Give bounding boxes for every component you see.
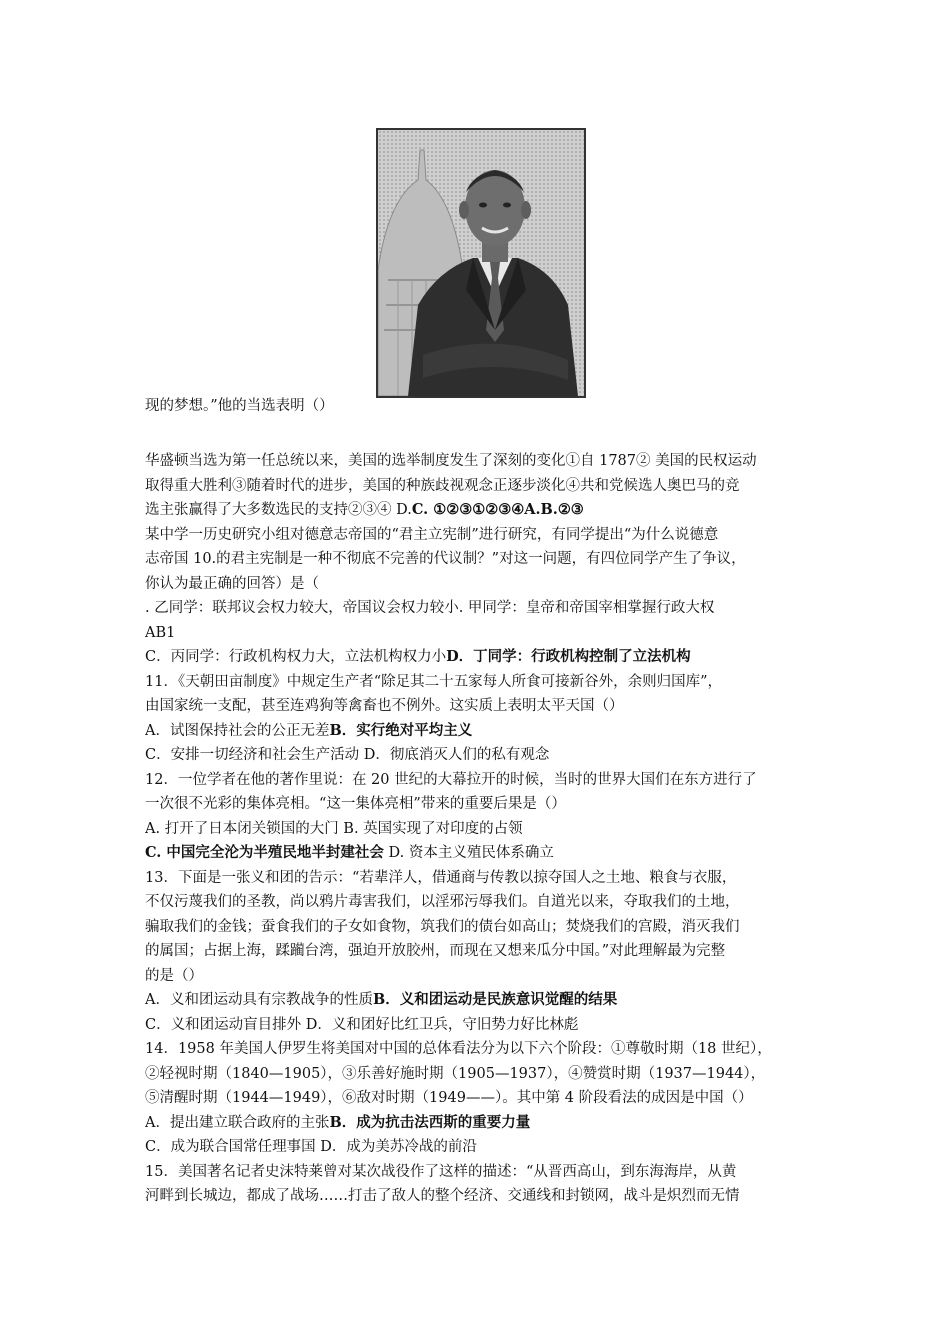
q9-line-2: 取得重大胜利③随着时代的进步，美国的种族歧视观念正逐步淡化④共和党候选人奥巴马的竞 xyxy=(145,477,740,494)
q9-tail xyxy=(145,394,810,419)
q12-line-4: C. 中国完全沦为半殖民地半封建社会 D. 资本主义殖民体系确立 xyxy=(145,844,554,861)
q13-line-5: 的是（） xyxy=(145,967,203,984)
q9-tail-line: 现的梦想。”他的当选表明（） xyxy=(145,398,334,414)
q13-line-2: 不仅污蔑我们的圣教，尚以鸦片毒害我们，以淫邪污辱我们。自道光以来，夺取我们的土地， xyxy=(145,894,740,910)
q13-line-1: 13．下面是一张义和团的告示：“若辈洋人，借通商与传教以掠夺国人之土地、粮食与衣服， xyxy=(145,869,737,886)
q13-line-3: 骗取我们的金钱；蚕食我们的子女如食物，筑我们的债台如高山；焚烧我们的宫殿，消灭我们 xyxy=(145,918,740,935)
q13-line-7: C．义和团运动盲目排外 D．义和团好比红卫兵，守旧势力好比林彪 xyxy=(145,1016,579,1033)
q12-line-2: 一次很不光彩的集体亮相。“这一集体亮相”带来的重要后果是（） xyxy=(145,796,566,812)
q15-line-1: 15．美国著名记者史沫特莱曾对某次战役作了这样的描述：“从晋西高山，到东海海岸，从黄 xyxy=(145,1163,737,1180)
q12-line-3: A. 打开了日本闭关锁国的大门 B. 英国实现了对印度的占领 xyxy=(145,820,523,837)
q10-line-4: . 乙同学：联邦议会权力较大，帝国议会权力较小. 甲同学：皇帝和帝国宰相掌握行政大权 xyxy=(145,600,715,616)
q10-line-2: 志帝国 10.的君主宪制是一种不彻底不完善的代议制？”对这一问题，有四位同学产生了争议， xyxy=(145,551,746,567)
q15-line-2: 河畔到长城边，都成了战场……打击了敌人的整个经济、交通线和封锁网，战斗是炽烈而无情 xyxy=(145,1188,740,1204)
q14-line-3: ⑤清醒时期（1944—1949），⑥敌对时期（1949——）。其中第 4 阶段看法的成因是中国（） xyxy=(145,1090,753,1106)
q10-line-1: 某中学一历史研究小组对德意志帝国的“君主立宪制”进行研究，有同学提出“为什么说德意 xyxy=(145,526,719,543)
main-text xyxy=(145,449,810,1209)
q10-line-3: 你认为最正确的回答）是（ xyxy=(145,575,319,592)
q11-line-1: 11．《天朝田亩制度》中规定生产者“除足其二十五家每人所食可接新谷外，余则归国库”， xyxy=(145,673,723,690)
q13-line-6: A．义和团运动具有宗教战争的性质B．义和团运动是民族意识觉醒的结果 xyxy=(145,991,618,1008)
q11-line-3: A．试图保持社会的公正无差B．实行绝对平均主义 xyxy=(145,721,473,739)
q14-line-5: C．成为联合国常任理事国 D．成为美苏冷战的前沿 xyxy=(145,1139,477,1155)
q14-line-1: 14．1958 年美国人伊罗生将美国对中国的总体看法分为以下六个阶段：①尊敬时期（18 世纪）， xyxy=(145,1041,772,1057)
q11-line-2: 由国家统一支配，甚至连鸡狗等禽畜也不例外。这实质上表明太平天国（） xyxy=(145,698,624,714)
q9-line-1: 华盛顿当选为第一任总统以来，美国的选举制度发生了深刻的变化①自 1787② 美国的民权运动 xyxy=(145,453,757,469)
q11-line-4: C．安排一切经济和社会生产活动 D．彻底消灭人们的私有观念 xyxy=(145,747,550,763)
q14-line-4: A．提出建立联合政府的主张B．成为抗击法西斯的重要力量 xyxy=(145,1113,531,1131)
q10-line-6: C．丙同学：行政机构权力大，立法机构权力小D．丁同学：行政机构控制了立法机构 xyxy=(145,648,691,665)
q14-line-2: ②轻视时期（1840—1905），③乐善好施时期（1905—1937），④赞赏时期（1937—1944）， xyxy=(145,1065,766,1082)
q9-line-3: 选主张赢得了大多数选民的支持②③④ D.C. ①②③①②③④A.B.②③ xyxy=(145,501,584,518)
q10-line-5: AB1 xyxy=(145,624,176,641)
portrait-illustration xyxy=(378,130,584,396)
q13-line-4: 的属国；占据上海，蹂躏台湾，强迫开放胶州，而现在又想来瓜分中国。”对此理解最为完整 xyxy=(145,943,726,959)
q12-line-1: 12．一位学者在他的著作里说：在 20 世纪的大幕拉开的时候，当时的世界大国们在东方进行了 xyxy=(145,771,757,788)
portrait-photo xyxy=(376,128,586,398)
